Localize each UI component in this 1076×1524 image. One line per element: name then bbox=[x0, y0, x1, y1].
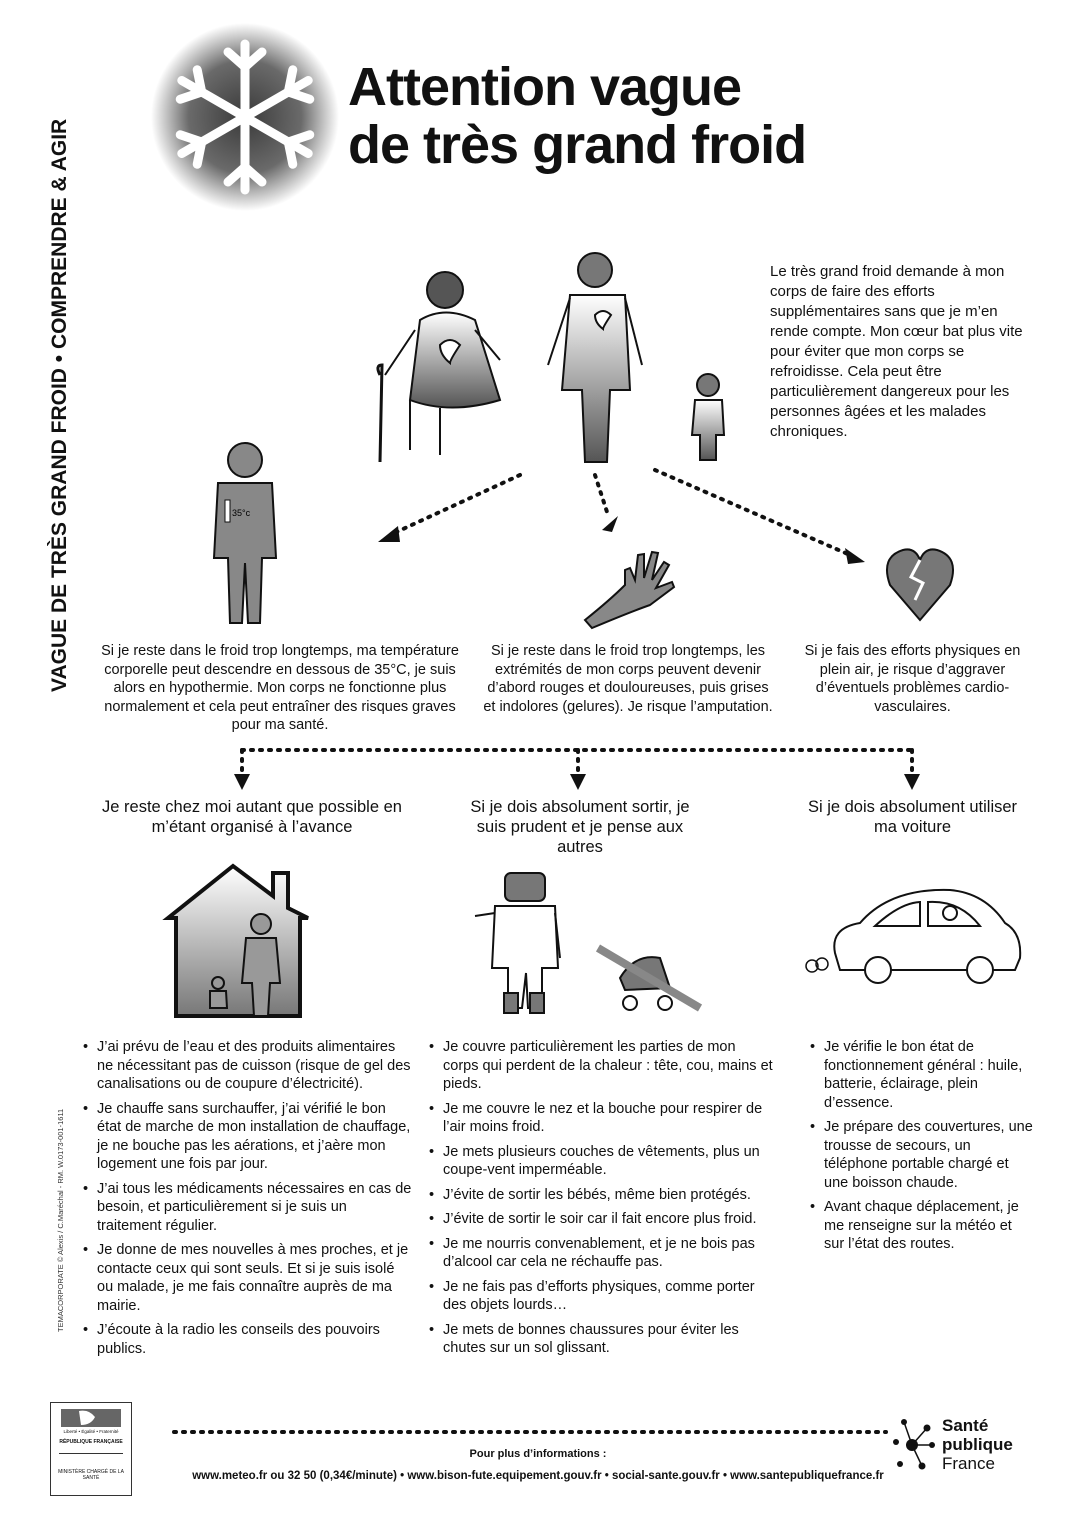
republique-francaise-logo: Liberté • Égalité • Fraternité RÉPUBLIQUE FRANÇAISE MINISTÈRE CHARGÉ DE LA SANTÉ bbox=[50, 1402, 132, 1496]
marianne-icon bbox=[61, 1409, 121, 1427]
stroller-crossed-icon bbox=[598, 948, 700, 1010]
side-credit: TEMACORPORATE © Alexis / C.Maréchal - RM. W.0173-001-1611 bbox=[56, 1108, 65, 1332]
list-home-tips bbox=[83, 1038, 413, 1364]
list-outside-tips bbox=[429, 1038, 774, 1364]
column-heading-outside: Si je dois absolument sortir, je suis prudent et je pense aux autres bbox=[470, 798, 690, 856]
footer-label: Pour plus d’informations : bbox=[469, 1448, 607, 1460]
car-illustration bbox=[800, 878, 1030, 988]
column-heading-car: Si je dois absolument utiliser ma voiture bbox=[807, 798, 1018, 836]
list-item: • J’ai prévu de l’eau et des produits alimentaires ne nécessitant pas de cuisson (risque de gel des canalisations ou de coupure d’électricité). bbox=[83, 1038, 413, 1094]
footer-dotted-line bbox=[170, 1428, 890, 1436]
list-item: • J’évite de sortir les bébés, même bien protégés. bbox=[429, 1186, 774, 1205]
list-item: • Je donne de mes nouvelles à mes proches, et je contacte ceux qui sont seuls. Et si je suis isolé ou malade, je me fais connaître auprès de ma mairie. bbox=[83, 1241, 413, 1315]
list-item: • Je mets de bonnes chaussures pour éviter les chutes sur un sol glissant. bbox=[429, 1321, 774, 1358]
side-title: VAGUE DE TRÈS GRAND FROID • COMPRENDRE & AGIR bbox=[48, 118, 71, 692]
man-figure bbox=[548, 253, 642, 462]
people-illustration bbox=[350, 240, 750, 470]
list-item: • Je ne fais pas d’efforts physiques, comme porter des objets lourds… bbox=[429, 1278, 774, 1315]
list-item: • Je vérifie le bon état de fonctionnement général : huile, batterie, éclairage, plein d’essence. bbox=[810, 1038, 1035, 1112]
risk-caption-frostbite: Si je reste dans le froid trop longtemps, les extrémités de mon corps peuvent devenir d’abord rouges et douloureuses, puis grises et indolores (gelures). Je risque l’amputation. bbox=[483, 643, 773, 715]
page-title: Attention vague de très grand froid bbox=[348, 57, 807, 175]
list-item: • Avant chaque déplacement, je me renseigne sur la météo et sur l’état des routes. bbox=[810, 1198, 1035, 1254]
list-item: • Je mets plusieurs couches de vêtements, plus un coupe-vent imperméable. bbox=[429, 1143, 774, 1180]
list-item: • Je prépare des couvertures, une trousse de secours, un téléphone portable chargé et une boisson chaude. bbox=[810, 1118, 1035, 1192]
sante-publique-logo-text: Santé publique France bbox=[942, 1416, 1013, 1473]
hypothermia-figure bbox=[190, 438, 300, 628]
elderly-woman-figure bbox=[378, 272, 500, 462]
child-figure bbox=[692, 374, 724, 460]
risk-caption-cardio: Si je fais des efforts physiques en plein air, je risque d’aggraver d’éventuels problèmes cardio-vasculaires. bbox=[804, 643, 1021, 715]
action-connector bbox=[230, 742, 930, 794]
broken-heart-icon bbox=[885, 545, 955, 623]
frostbite-hand bbox=[580, 540, 680, 630]
house-illustration bbox=[158, 858, 318, 1018]
list-car-tips bbox=[810, 1038, 1035, 1260]
bundled-person-figure bbox=[475, 873, 560, 1013]
intro-text: Le très grand froid demande à mon corps de faire des efforts supplémentaires sans que je m’en rende compte. Mon cœur bat plus vite pour éviter que mon corps se refroidisse. Cela peut être particulièrement dangereux pour les personnes âgées et les malades chroniques. bbox=[770, 263, 1023, 440]
list-item: • J’évite de sortir le soir car il fait encore plus froid. bbox=[429, 1210, 774, 1229]
winter-outdoor-illustration bbox=[460, 868, 710, 1023]
list-item: • J’ai tous les médicaments nécessaires en cas de besoin, et particulièrement si je suis un traitement régulier. bbox=[83, 1180, 413, 1236]
list-item: • Je me couvre le nez et la bouche pour respirer de l’air moins froid. bbox=[429, 1100, 774, 1137]
list-item: • Je couvre particulièrement les parties de mon corps qui perdent de la chaleur : tête, cou, mains et pieds. bbox=[429, 1038, 774, 1094]
thermometer-label: 35°c bbox=[232, 508, 251, 518]
snowflake-badge bbox=[150, 22, 340, 212]
list-item: • Je me nourris convenablement, et je ne bois pas d’alcool car cela ne réchauffe pas. bbox=[429, 1235, 774, 1272]
risk-caption-hypothermia: Si je reste dans le froid trop longtemps, ma température corporelle peut descendre en dessous de 35°C, je suis alors en hypothermie. Mon corps ne fonctionne plus normalement et cela peut entraîner des risques graves pour ma santé. bbox=[101, 643, 459, 733]
column-heading-home: Je reste chez moi autant que possible en m’étant organisé à l’avance bbox=[102, 798, 402, 836]
list-item: • Je chauffe sans surchauffer, j’ai vérifié le bon état de marche de mon installation de chauffage, je ne bouche pas les aérations, et j’aère mon logement une fois par jour. bbox=[83, 1100, 413, 1174]
list-item: • J’écoute à la radio les conseils des pouvoirs publics. bbox=[83, 1321, 413, 1358]
sante-publique-logo-icon bbox=[892, 1414, 940, 1476]
footer-links: www.meteo.fr ou 32 50 (0,34€/minute) • www.bison-fute.equipement.gouv.fr • social-sante.gouv.fr • www.santepubliquefrance.fr bbox=[192, 1470, 884, 1482]
